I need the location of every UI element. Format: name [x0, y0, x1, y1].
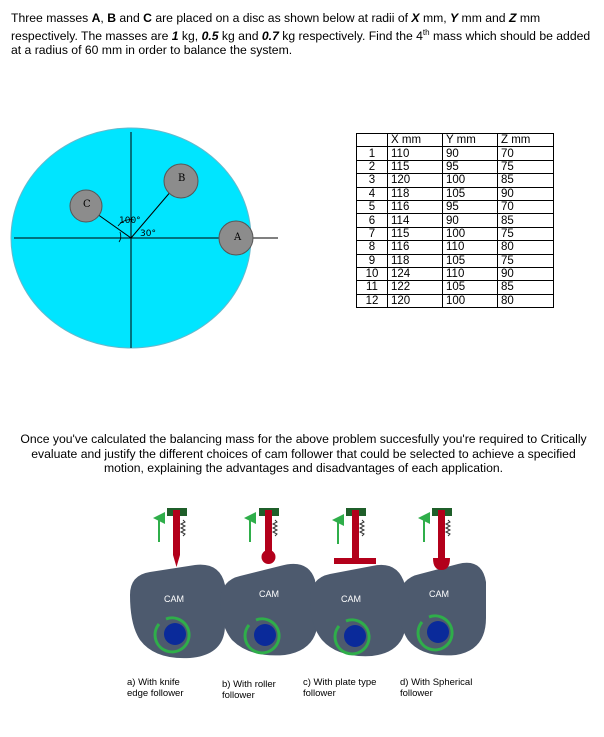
row-index-cell: 5	[357, 200, 388, 213]
cam-label-d: CAM	[429, 589, 449, 599]
problem-text-segment: ,	[100, 11, 108, 25]
table-header-cell	[357, 134, 388, 147]
table-cell: 75	[498, 160, 554, 173]
caption-knife-edge: a) With knife edge follower	[127, 677, 184, 699]
table-row	[357, 227, 554, 240]
cam-follower-diagram	[110, 500, 490, 665]
table-cell: 75	[498, 254, 554, 267]
cam-label-c: CAM	[341, 594, 361, 604]
table-row	[357, 281, 554, 294]
row-index-cell: 2	[357, 160, 388, 173]
table-cell: 110	[443, 267, 498, 280]
cam-d	[398, 508, 486, 655]
table-cell: 95	[443, 200, 498, 213]
table-cell: 75	[498, 227, 554, 240]
table-cell: 90	[498, 187, 554, 200]
problem-text-segment: 0.7	[261, 28, 279, 43]
mass-label-b: B	[178, 173, 186, 184]
mass-label-a: A	[234, 232, 242, 243]
table-cell: 80	[498, 294, 554, 307]
table-header-cell: Z mm	[498, 134, 554, 147]
angle-label-30: 30°	[140, 229, 156, 239]
table-row	[357, 241, 554, 254]
disc-diagram	[0, 110, 300, 360]
table-row	[357, 187, 554, 200]
cam-a	[130, 508, 225, 658]
cam-c	[310, 508, 406, 656]
table-cell: 110	[443, 241, 498, 254]
table-cell: 115	[388, 160, 443, 173]
table-cell: 105	[443, 281, 498, 294]
table-cell: 90	[443, 214, 498, 227]
table-cell: 100	[443, 294, 498, 307]
table-cell: 85	[498, 174, 554, 187]
table-cell: 90	[443, 147, 498, 160]
table-header-cell: Y mm	[443, 134, 498, 147]
problem-statement	[11, 11, 596, 58]
problem-text-segment: Three masses	[11, 11, 92, 25]
table-row	[357, 174, 554, 187]
table-row	[357, 294, 554, 307]
cam-label-b: CAM	[259, 589, 279, 599]
table-cell: 105	[443, 254, 498, 267]
table-cell: 120	[388, 174, 443, 187]
problem-text-segment: mm and	[458, 11, 509, 25]
problem-text-segment: B	[107, 11, 117, 25]
table-cell: 124	[388, 267, 443, 280]
problem-text-segment: kg and	[218, 28, 262, 43]
problem-text-segment: mm respectively. The masses are	[11, 11, 541, 43]
table-row	[357, 214, 554, 227]
table-cell: 100	[443, 174, 498, 187]
row-index-cell: 4	[357, 187, 388, 200]
problem-text-segment: C	[143, 11, 152, 25]
table-cell: 115	[388, 227, 443, 240]
row-index-cell: 11	[357, 281, 388, 294]
problem-text-segment: mass which should be added at a radius of 60 mm in order to balance the system.	[11, 28, 591, 58]
caption-roller: b) With roller follower	[222, 679, 276, 701]
problem-text-segment: A	[91, 11, 101, 25]
cam-b	[220, 508, 318, 655]
table-cell: 116	[388, 241, 443, 254]
problem-text-segment: Z	[508, 11, 517, 25]
table-cell: 70	[498, 147, 554, 160]
caption-spherical: d) With Spherical follower	[400, 677, 473, 699]
problem-text-segment: kg,	[178, 28, 202, 43]
table-cell: 85	[498, 214, 554, 227]
problem-text-segment: kg respectively. Find the 4	[278, 28, 423, 43]
table-row	[357, 147, 554, 160]
row-index-cell: 7	[357, 227, 388, 240]
table-cell: 100	[443, 227, 498, 240]
problem-text-segment: th	[422, 27, 430, 37]
problem-text-segment: mm,	[419, 11, 451, 25]
table-row	[357, 200, 554, 213]
table-cell: 118	[388, 254, 443, 267]
problem-text-segment: 0.5	[201, 28, 219, 43]
angle-label-100: 100°	[119, 216, 141, 226]
table-cell: 90	[498, 267, 554, 280]
table-cell: 114	[388, 214, 443, 227]
table-cell: 95	[443, 160, 498, 173]
table-cell: 116	[388, 200, 443, 213]
problem-text-segment: 1	[171, 28, 179, 43]
row-index-cell: 10	[357, 267, 388, 280]
table-header-cell: X mm	[388, 134, 443, 147]
problem-text-segment: are placed on a disc as shown below at radii of	[151, 11, 412, 25]
cam-label-a: CAM	[164, 594, 184, 604]
table-row	[357, 267, 554, 280]
task-statement: Once you've calculated the balancing mass for the above problem succesfully you're required to Critically evaluate and justify the different choices of cam follower that could be selected to achieve a specified motion, explaining the advantages and disadvantages of each application.	[20, 432, 587, 475]
caption-plate: c) With plate type follower	[303, 677, 377, 699]
mass-label-c: C	[83, 199, 91, 210]
row-index-cell: 8	[357, 241, 388, 254]
row-index-cell: 12	[357, 294, 388, 307]
table-cell: 110	[388, 147, 443, 160]
problem-text-segment: Y	[450, 11, 459, 25]
problem-text-segment: and	[116, 11, 144, 25]
row-index-cell: 3	[357, 174, 388, 187]
table-cell: 80	[498, 241, 554, 254]
row-index-cell: 1	[357, 147, 388, 160]
table-row	[357, 160, 554, 173]
table-cell: 105	[443, 187, 498, 200]
table-cell: 118	[388, 187, 443, 200]
table-header-row	[357, 134, 554, 147]
row-index-cell: 9	[357, 254, 388, 267]
problem-text-segment: X	[411, 11, 420, 25]
table-cell: 85	[498, 281, 554, 294]
radii-table	[356, 133, 554, 308]
table-row	[357, 254, 554, 267]
table-cell: 122	[388, 281, 443, 294]
table-cell: 70	[498, 200, 554, 213]
table-cell: 120	[388, 294, 443, 307]
row-index-cell: 6	[357, 214, 388, 227]
